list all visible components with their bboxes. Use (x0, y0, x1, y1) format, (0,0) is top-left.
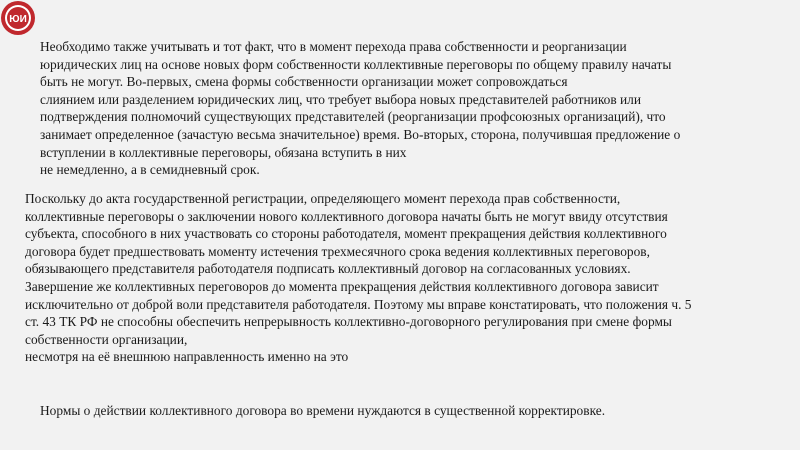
paragraph-1-line: не немедленно, а в семидневный срок. (40, 162, 260, 178)
paragraph-1-line: быть не могут. Во-первых, смена формы собственности организации может сопровождаться (40, 74, 568, 90)
paragraph-2-line: ст. 43 ТК РФ не способны обеспечить непрерывность коллективно-договорного регулирования при смене формы (25, 314, 672, 330)
paragraph-1-line: юридических лиц на основе новых форм собственности коллективные переговоры по общему правилу начаты (40, 56, 672, 72)
paragraph-2-line: Завершение же коллективных переговоров до момента прекращения действия коллективного договора зависит (25, 278, 659, 294)
paragraph-2-line: несмотря на её внешнюю направленность именно на это (25, 349, 349, 365)
paragraph-1-line: Необходимо также учитывать и тот факт, что в момент перехода права собственности и реорганизации (40, 39, 627, 54)
paragraph-3-line: Нормы о действии коллективного договора во времени нуждаются в существенной корректировке. (40, 403, 606, 418)
logo-lettering: ЮИ (9, 14, 27, 25)
paragraph-1-line: подтверждения полномочий существующих представителей (реорганизации профсоюзных организаций), что (40, 109, 666, 125)
paragraph-1-line: занимает определенное (зачастую весьма значительное) время. Во-вторых, сторона, получившая предложение о (40, 126, 681, 142)
paragraph-2-line: исключительно от доброй воли представителя работодателя. Поэтому мы вправе констатировать, что положения ч. 5 (25, 296, 692, 312)
university-logo-icon (0, 0, 36, 36)
paragraph-2-line: договора будет предшествовать моменту истечения трехмесячного срока ведения коллективных переговоров, (25, 243, 650, 259)
paragraph-1-line: слиянием или разделением юридических лиц, что требует выбора новых представителей работников или (40, 91, 642, 107)
paragraph-2 (25, 190, 692, 366)
paragraph-2-line: собственности организации, (25, 331, 188, 347)
paragraph-1-line: вступлении в коллективные переговоры, обязана вступить в них (40, 144, 407, 160)
paragraph-2-line: Поскольку до акта государственной регистрации, определяющего момент перехода прав собственности, (25, 191, 621, 206)
paragraph-2-line: обязывающего представителя работодателя подписать коллективный договор на согласованных условиях. (25, 261, 631, 277)
paragraph-3 (40, 402, 605, 420)
paragraph-1 (40, 38, 680, 179)
paragraph-2-line: субъекта, способного в них участвовать со стороны работодателя, момент прекращения действия коллективного (25, 226, 667, 242)
paragraph-2-line: коллективные переговоры о заключении нового коллективного договора начаты быть не могут ввиду отсутствия (25, 208, 668, 224)
